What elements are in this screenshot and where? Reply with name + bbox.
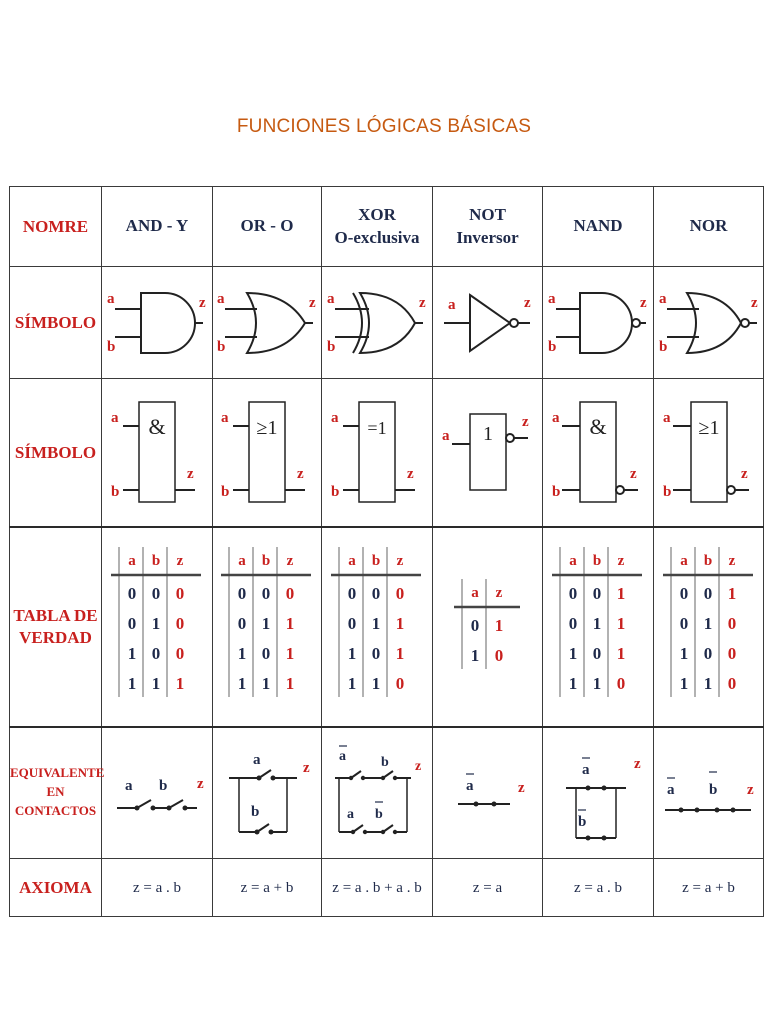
- truth-table-header: a: [238, 552, 246, 569]
- row-label-tabla: TABLA DE VERDAD: [10, 527, 102, 727]
- pin-z-label: z: [740, 466, 748, 483]
- iec-nand-label: &: [589, 414, 607, 440]
- pin-z-label: z: [187, 466, 194, 483]
- ansi-nand-cell: [543, 267, 654, 379]
- truth-table-cell: 1: [285, 613, 295, 633]
- ansi-and-cell: [102, 267, 213, 379]
- header-row: [10, 187, 764, 267]
- svg-text:b: b: [375, 806, 383, 822]
- axiom-nor: z = a + b: [654, 859, 764, 917]
- truth-table-cell: 0: [395, 583, 405, 603]
- truth-table-cell: 0: [151, 583, 161, 603]
- iec-not-cell: [433, 379, 543, 527]
- truth-table-cell: 1: [679, 673, 688, 693]
- svg-text:b: b: [251, 803, 260, 820]
- truth-table-header: a: [128, 552, 136, 569]
- truth-table-cell: 1: [568, 643, 578, 663]
- row-label-nombre: NOMRE: [10, 187, 102, 267]
- pin-a-label: a: [331, 410, 339, 427]
- xor-iec-symbol: [327, 392, 427, 512]
- truth-table-cell: 0: [371, 583, 381, 603]
- pin-b-label: b: [221, 484, 230, 501]
- truth-and-cell: [102, 527, 213, 727]
- pin-a-label: a: [221, 410, 229, 427]
- truth-table-header: z: [728, 552, 735, 569]
- iec-or-label: ≥1: [256, 417, 278, 440]
- pin-z-label: z: [521, 414, 529, 431]
- iec-and-label: &: [148, 414, 166, 440]
- svg-text:z: z: [746, 781, 754, 798]
- contacts-nand-diagram: [548, 738, 648, 848]
- contacts-not-cell: [433, 727, 543, 859]
- pin-z-label: z: [419, 294, 426, 311]
- truth-table-cell: 0: [679, 583, 688, 603]
- svg-text:a: a: [465, 777, 473, 794]
- or-gate-symbol: [217, 283, 317, 363]
- truth-table-header: b: [151, 552, 161, 569]
- truth-table-header: a: [470, 584, 479, 601]
- truth-table-cell: 1: [151, 673, 161, 693]
- pin-b-label: b: [548, 338, 557, 355]
- truth-table-header: z: [495, 584, 502, 601]
- truth-not-cell: [433, 527, 543, 727]
- truth-table-header: b: [261, 552, 271, 569]
- contacts-nor-cell: [654, 727, 764, 859]
- axiom-row: [10, 859, 764, 917]
- iec-xor-cell: [322, 379, 433, 527]
- truth-table-cell: 0: [727, 673, 736, 693]
- truth-table-header: a: [679, 552, 688, 569]
- truth-nor-cell: [654, 527, 764, 727]
- truth-xor-cell: [322, 527, 433, 727]
- truth-table-cell: 1: [494, 615, 503, 635]
- truth-table-cell: 1: [679, 643, 688, 663]
- pin-a-label: a: [107, 290, 115, 307]
- truth-table-cell: 0: [175, 613, 185, 633]
- pin-b-label: b: [552, 484, 561, 501]
- truth-table-cell: 0: [395, 673, 405, 693]
- contacts-or-cell: [213, 727, 322, 859]
- truth-table-cell: 0: [237, 583, 247, 603]
- truth-table-cell: 0: [175, 643, 185, 663]
- truth-table-cell: 1: [616, 643, 626, 663]
- svg-text:a: a: [582, 761, 590, 778]
- truth-table-header: b: [703, 552, 712, 569]
- svg-text:a: a: [666, 781, 674, 798]
- truth-nand-cell: [543, 527, 654, 727]
- iec-nor-label: ≥1: [698, 417, 719, 440]
- nand-gate-symbol: [548, 283, 648, 363]
- truth-table-cell: 1: [285, 643, 295, 663]
- pin-z-label: z: [199, 294, 206, 311]
- truth-table-row: [10, 527, 764, 727]
- truth-table-nand: [553, 537, 643, 717]
- truth-table-cell: 1: [127, 673, 137, 693]
- axiom-and: z = a . b: [102, 859, 213, 917]
- truth-table-cell: 0: [127, 613, 137, 633]
- svg-text:z: z: [415, 758, 422, 774]
- truth-table-cell: 0: [494, 645, 503, 665]
- truth-table-cell: 1: [175, 673, 185, 693]
- truth-table-header: a: [348, 552, 356, 569]
- truth-table-header: b: [592, 552, 602, 569]
- truth-table-cell: 1: [470, 645, 479, 665]
- svg-text:z: z: [517, 779, 525, 796]
- truth-table-header: a: [569, 552, 577, 569]
- truth-table-cell: 0: [470, 615, 479, 635]
- svg-text:b: b: [708, 781, 717, 798]
- pin-z-label: z: [630, 466, 637, 483]
- pin-b-label: b: [327, 338, 336, 355]
- truth-table-cell: 1: [261, 673, 271, 693]
- truth-table-cell: 1: [727, 583, 736, 603]
- pin-b-label: b: [331, 484, 340, 501]
- truth-table-not: [443, 537, 533, 717]
- nand-iec-symbol: [548, 392, 648, 512]
- iec-and-cell: [102, 379, 213, 527]
- pin-b-label: b: [662, 484, 671, 501]
- truth-table-cell: 1: [592, 673, 602, 693]
- and-iec-symbol: [107, 392, 207, 512]
- truth-table-cell: 0: [237, 613, 247, 633]
- pin-b-label: b: [217, 338, 226, 355]
- row-label-simbolo: SÍMBOLO: [10, 267, 102, 379]
- iec-or-cell: [213, 379, 322, 527]
- not-iec-symbol: [438, 392, 538, 512]
- or-iec-symbol: [217, 392, 317, 512]
- truth-table-cell: 1: [151, 613, 161, 633]
- pin-b-label: b: [111, 484, 120, 501]
- svg-text:z: z: [197, 775, 204, 792]
- truth-table-cell: 0: [261, 643, 271, 663]
- truth-table-cell: 0: [347, 613, 357, 633]
- and-gate-symbol: [107, 283, 207, 363]
- truth-table-cell: 1: [371, 673, 381, 693]
- pin-z-label: z: [640, 294, 647, 311]
- pin-a-label: a: [662, 410, 670, 427]
- truth-table-cell: 0: [371, 643, 381, 663]
- ansi-not-cell: [433, 267, 543, 379]
- pin-z-label: z: [407, 466, 414, 483]
- header-not: NOT Inversor: [433, 187, 543, 267]
- truth-table-cell: 1: [616, 583, 626, 603]
- svg-text:a: a: [347, 806, 354, 822]
- truth-table-cell: 0: [347, 583, 357, 603]
- axiom-nand: z = a . b: [543, 859, 654, 917]
- iec-not-label: 1: [482, 423, 493, 446]
- truth-table-cell: 0: [592, 643, 602, 663]
- svg-text:a: a: [339, 748, 346, 764]
- contacts-row: [10, 727, 764, 859]
- pin-a-label: a: [447, 296, 455, 313]
- xor-gate-symbol: [327, 283, 427, 363]
- pin-a-label: a: [217, 290, 225, 307]
- truth-table-header: z: [176, 552, 184, 569]
- truth-table-cell: 0: [175, 583, 185, 603]
- svg-text:z: z: [634, 755, 641, 772]
- truth-table-xor: [332, 537, 422, 717]
- truth-table-cell: 1: [127, 643, 137, 663]
- truth-table-cell: 1: [592, 613, 602, 633]
- truth-table-cell: 1: [616, 613, 626, 633]
- contacts-not-diagram: [438, 738, 538, 848]
- contacts-nand-cell: [543, 727, 654, 859]
- axiom-xor: z = a . b + a . b: [322, 859, 433, 917]
- ansi-nor-cell: [654, 267, 764, 379]
- pin-a-label: a: [658, 290, 666, 307]
- contacts-and-cell: [102, 727, 213, 859]
- page-title: FUNCIONES LÓGICAS BÁSICAS: [236, 116, 532, 137]
- truth-table-cell: 1: [237, 673, 247, 693]
- nor-gate-symbol: [659, 283, 759, 363]
- header-nand: NAND: [543, 187, 654, 267]
- truth-table-cell: 0: [261, 583, 271, 603]
- truth-table-cell: 1: [395, 643, 405, 663]
- row-label-equivalente: EQUIVALENTE EN CONTACTOS: [10, 727, 102, 859]
- pin-a-label: a: [441, 428, 449, 445]
- truth-table-cell: 1: [568, 673, 578, 693]
- truth-table-cell: 1: [395, 613, 405, 633]
- truth-or-cell: [213, 527, 322, 727]
- pin-z-label: z: [750, 294, 758, 311]
- symbol-row: [10, 267, 764, 379]
- axiom-not: z = a: [433, 859, 543, 917]
- axiom-or: z = a + b: [213, 859, 322, 917]
- svg-text:b: b: [381, 754, 389, 770]
- pin-a-label: a: [552, 410, 560, 427]
- truth-table-cell: 0: [592, 583, 602, 603]
- truth-table-cell: 1: [261, 613, 271, 633]
- truth-table-cell: 1: [703, 673, 712, 693]
- truth-table-cell: 0: [568, 613, 578, 633]
- header-nor: NOR: [654, 187, 764, 267]
- truth-table-cell: 1: [371, 613, 381, 633]
- pin-z-label: z: [297, 466, 304, 483]
- svg-text:b: b: [578, 813, 587, 830]
- ansi-xor-cell: [322, 267, 433, 379]
- truth-table-cell: 1: [347, 673, 357, 693]
- truth-table-cell: 0: [727, 613, 736, 633]
- header-and: AND - Y: [102, 187, 213, 267]
- ansi-or-cell: [213, 267, 322, 379]
- header-xor: XOR O-exclusiva: [322, 187, 433, 267]
- truth-table-cell: 0: [703, 643, 712, 663]
- truth-table-cell: 1: [285, 673, 295, 693]
- svg-text:a: a: [125, 777, 133, 794]
- pin-a-label: a: [327, 290, 335, 307]
- svg-text:z: z: [303, 759, 310, 776]
- truth-table-header: z: [396, 552, 404, 569]
- truth-table-and: [112, 537, 202, 717]
- pin-a-label: a: [111, 410, 119, 427]
- truth-table-header: z: [286, 552, 294, 569]
- truth-table-cell: 1: [347, 643, 357, 663]
- iec-symbol-row: [10, 379, 764, 527]
- truth-table-cell: 0: [568, 583, 578, 603]
- truth-table-or: [222, 537, 312, 717]
- contacts-or-diagram: [217, 738, 317, 848]
- truth-table-cell: 0: [127, 583, 137, 603]
- truth-table-cell: 0: [703, 583, 712, 603]
- not-gate-symbol: [438, 283, 538, 363]
- row-label-simbolo-iec: SÍMBOLO: [10, 379, 102, 527]
- truth-table-cell: 0: [151, 643, 161, 663]
- truth-table-cell: 0: [616, 673, 626, 693]
- truth-table-cell: 0: [285, 583, 295, 603]
- iec-nand-cell: [543, 379, 654, 527]
- truth-table-header: b: [371, 552, 381, 569]
- iec-xor-label: =1: [367, 418, 387, 439]
- svg-text:b: b: [159, 777, 168, 794]
- truth-table-cell: 0: [679, 613, 688, 633]
- pin-z-label: z: [309, 294, 316, 311]
- truth-table-cell: 0: [727, 643, 736, 663]
- truth-table-cell: 1: [703, 613, 712, 633]
- contacts-xor-cell: [322, 727, 433, 859]
- pin-b-label: b: [107, 338, 116, 355]
- row-label-axioma: AXIOMA: [10, 859, 102, 917]
- contacts-nor-diagram: [659, 738, 759, 848]
- truth-table-cell: 1: [237, 643, 247, 663]
- logic-table: [9, 186, 764, 917]
- contacts-and-diagram: [107, 738, 207, 848]
- pin-a-label: a: [548, 290, 556, 307]
- pin-b-label: b: [658, 338, 667, 355]
- truth-table-header: z: [617, 552, 625, 569]
- svg-text:a: a: [253, 751, 261, 768]
- pin-z-label: z: [523, 294, 531, 311]
- contacts-xor-diagram: [327, 738, 427, 848]
- nor-iec-symbol: [659, 392, 759, 512]
- truth-table-nor: [664, 537, 754, 717]
- header-or: OR - O: [213, 187, 322, 267]
- iec-nor-cell: [654, 379, 764, 527]
